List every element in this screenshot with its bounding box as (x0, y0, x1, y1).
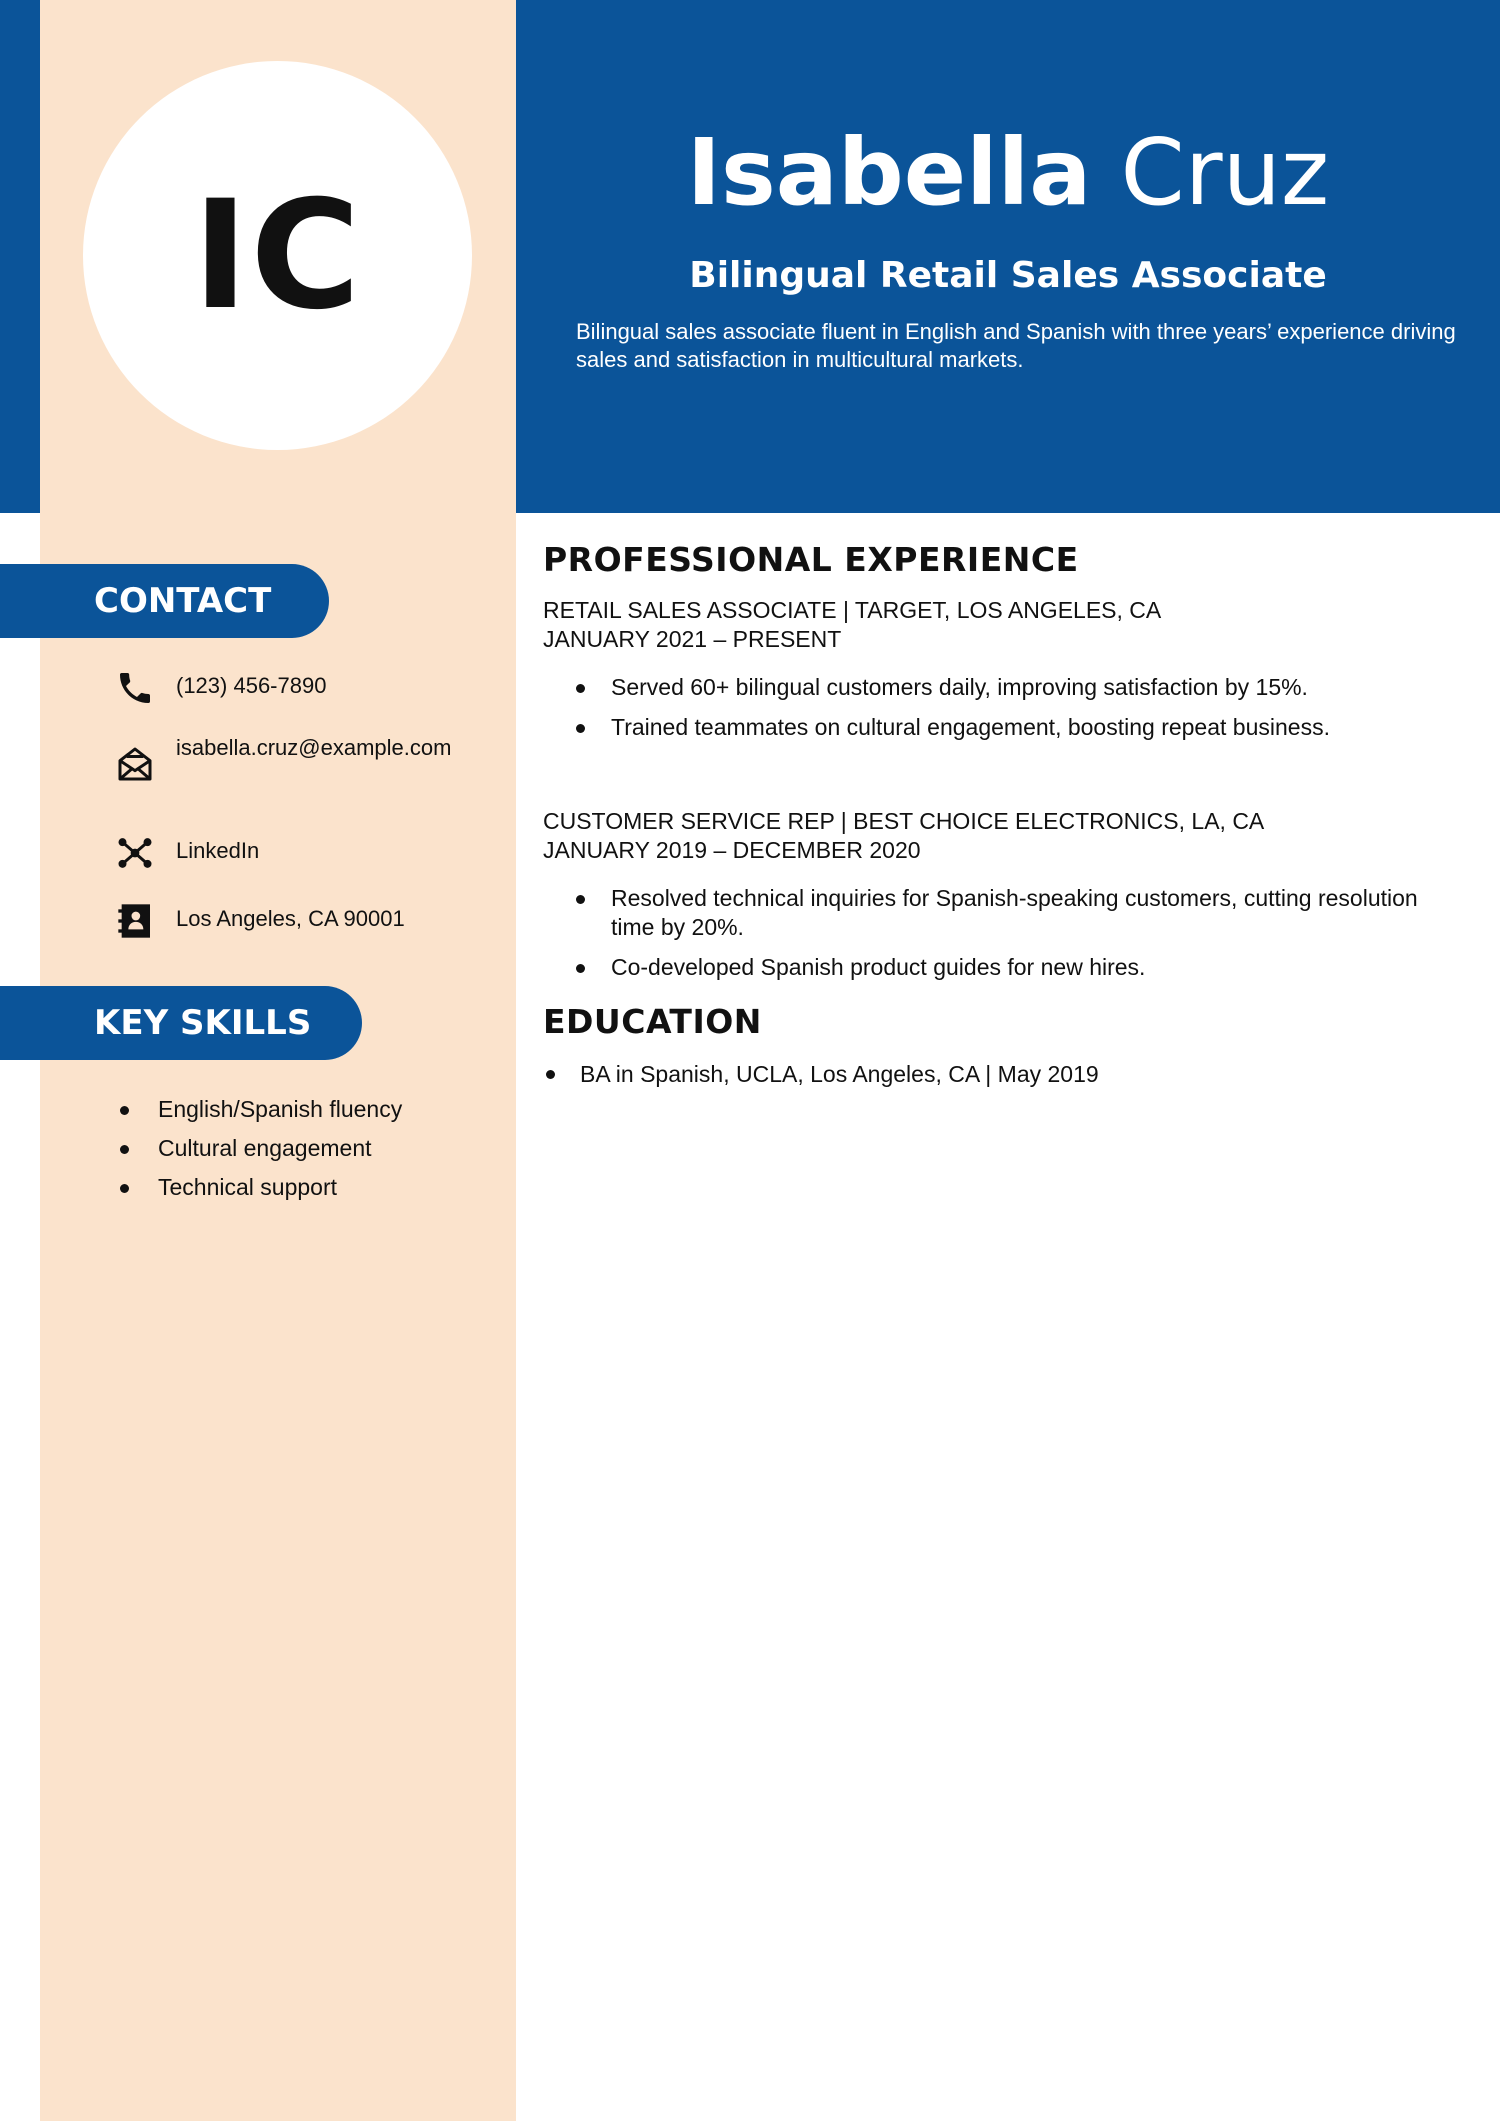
address-book-icon (115, 901, 155, 941)
email-address[interactable]: isabella.cruz@example.com (176, 735, 452, 760)
skill-item: Cultural engagement (120, 1129, 402, 1168)
job-bullet: Trained teammates on cultural engagement, boosting repeat business. (543, 713, 1463, 742)
monogram-avatar (83, 61, 472, 450)
contact-phone (115, 668, 475, 708)
key-skills-heading: KEY SKILLS (0, 986, 362, 1060)
job-bullets (543, 884, 1463, 982)
location-text: Los Angeles, CA 90001 (176, 906, 405, 931)
job-entry (543, 595, 1463, 742)
phone-icon (115, 668, 155, 708)
network-icon (115, 833, 155, 873)
skill-item: English/Spanish fluency (120, 1090, 402, 1129)
education-item: BA in Spanish, UCLA, Los Angeles, CA | May 2019 (543, 1059, 1463, 1089)
education-heading: EDUCATION (543, 1002, 762, 1041)
skill-item: Technical support (120, 1168, 402, 1207)
contact-location (115, 901, 475, 941)
candidate-name (516, 118, 1500, 228)
job-bullet: Served 60+ bilingual customers daily, improving satisfaction by 15%. (543, 673, 1463, 702)
contact-email (115, 730, 475, 784)
profile-summary: Bilingual sales associate fluent in English and Spanish with three years’ experience driving sales and satisfaction in multicultural markets. (576, 319, 1456, 372)
email-icon (115, 744, 155, 784)
education-list (543, 1059, 1463, 1089)
skills-list (120, 1090, 402, 1207)
left-accent-strip (0, 0, 40, 513)
job-dates: JANUARY 2019 – DECEMBER 2020 (543, 837, 921, 863)
monogram-initials: IC (192, 168, 363, 343)
last-name: Cruz (1120, 119, 1330, 226)
experience-heading: PROFESSIONAL EXPERIENCE (543, 540, 1079, 579)
job-title-headline: Bilingual Retail Sales Associate (689, 255, 1327, 296)
job-bullet: Resolved technical inquiries for Spanish-speaking customers, cutting resolution time by 20%. (543, 884, 1463, 942)
phone-number[interactable]: (123) 456-7890 (176, 673, 327, 698)
job-bullet: Co-developed Spanish product guides for new hires. (543, 953, 1463, 982)
job-title: CUSTOMER SERVICE REP | BEST CHOICE ELECTRONICS, LA, CA (543, 808, 1265, 834)
job-title: RETAIL SALES ASSOCIATE | TARGET, LOS ANGELES, CA (543, 597, 1162, 623)
job-bullets (543, 673, 1463, 742)
header-banner (516, 0, 1500, 513)
main-content (543, 540, 1463, 1089)
first-name: Isabella (686, 119, 1092, 226)
contact-heading: CONTACT (0, 564, 329, 638)
contact-linkedin (115, 833, 475, 873)
job-dates: JANUARY 2021 – PRESENT (543, 626, 842, 652)
linkedin-link[interactable]: LinkedIn (176, 838, 260, 863)
job-entry (543, 806, 1463, 982)
